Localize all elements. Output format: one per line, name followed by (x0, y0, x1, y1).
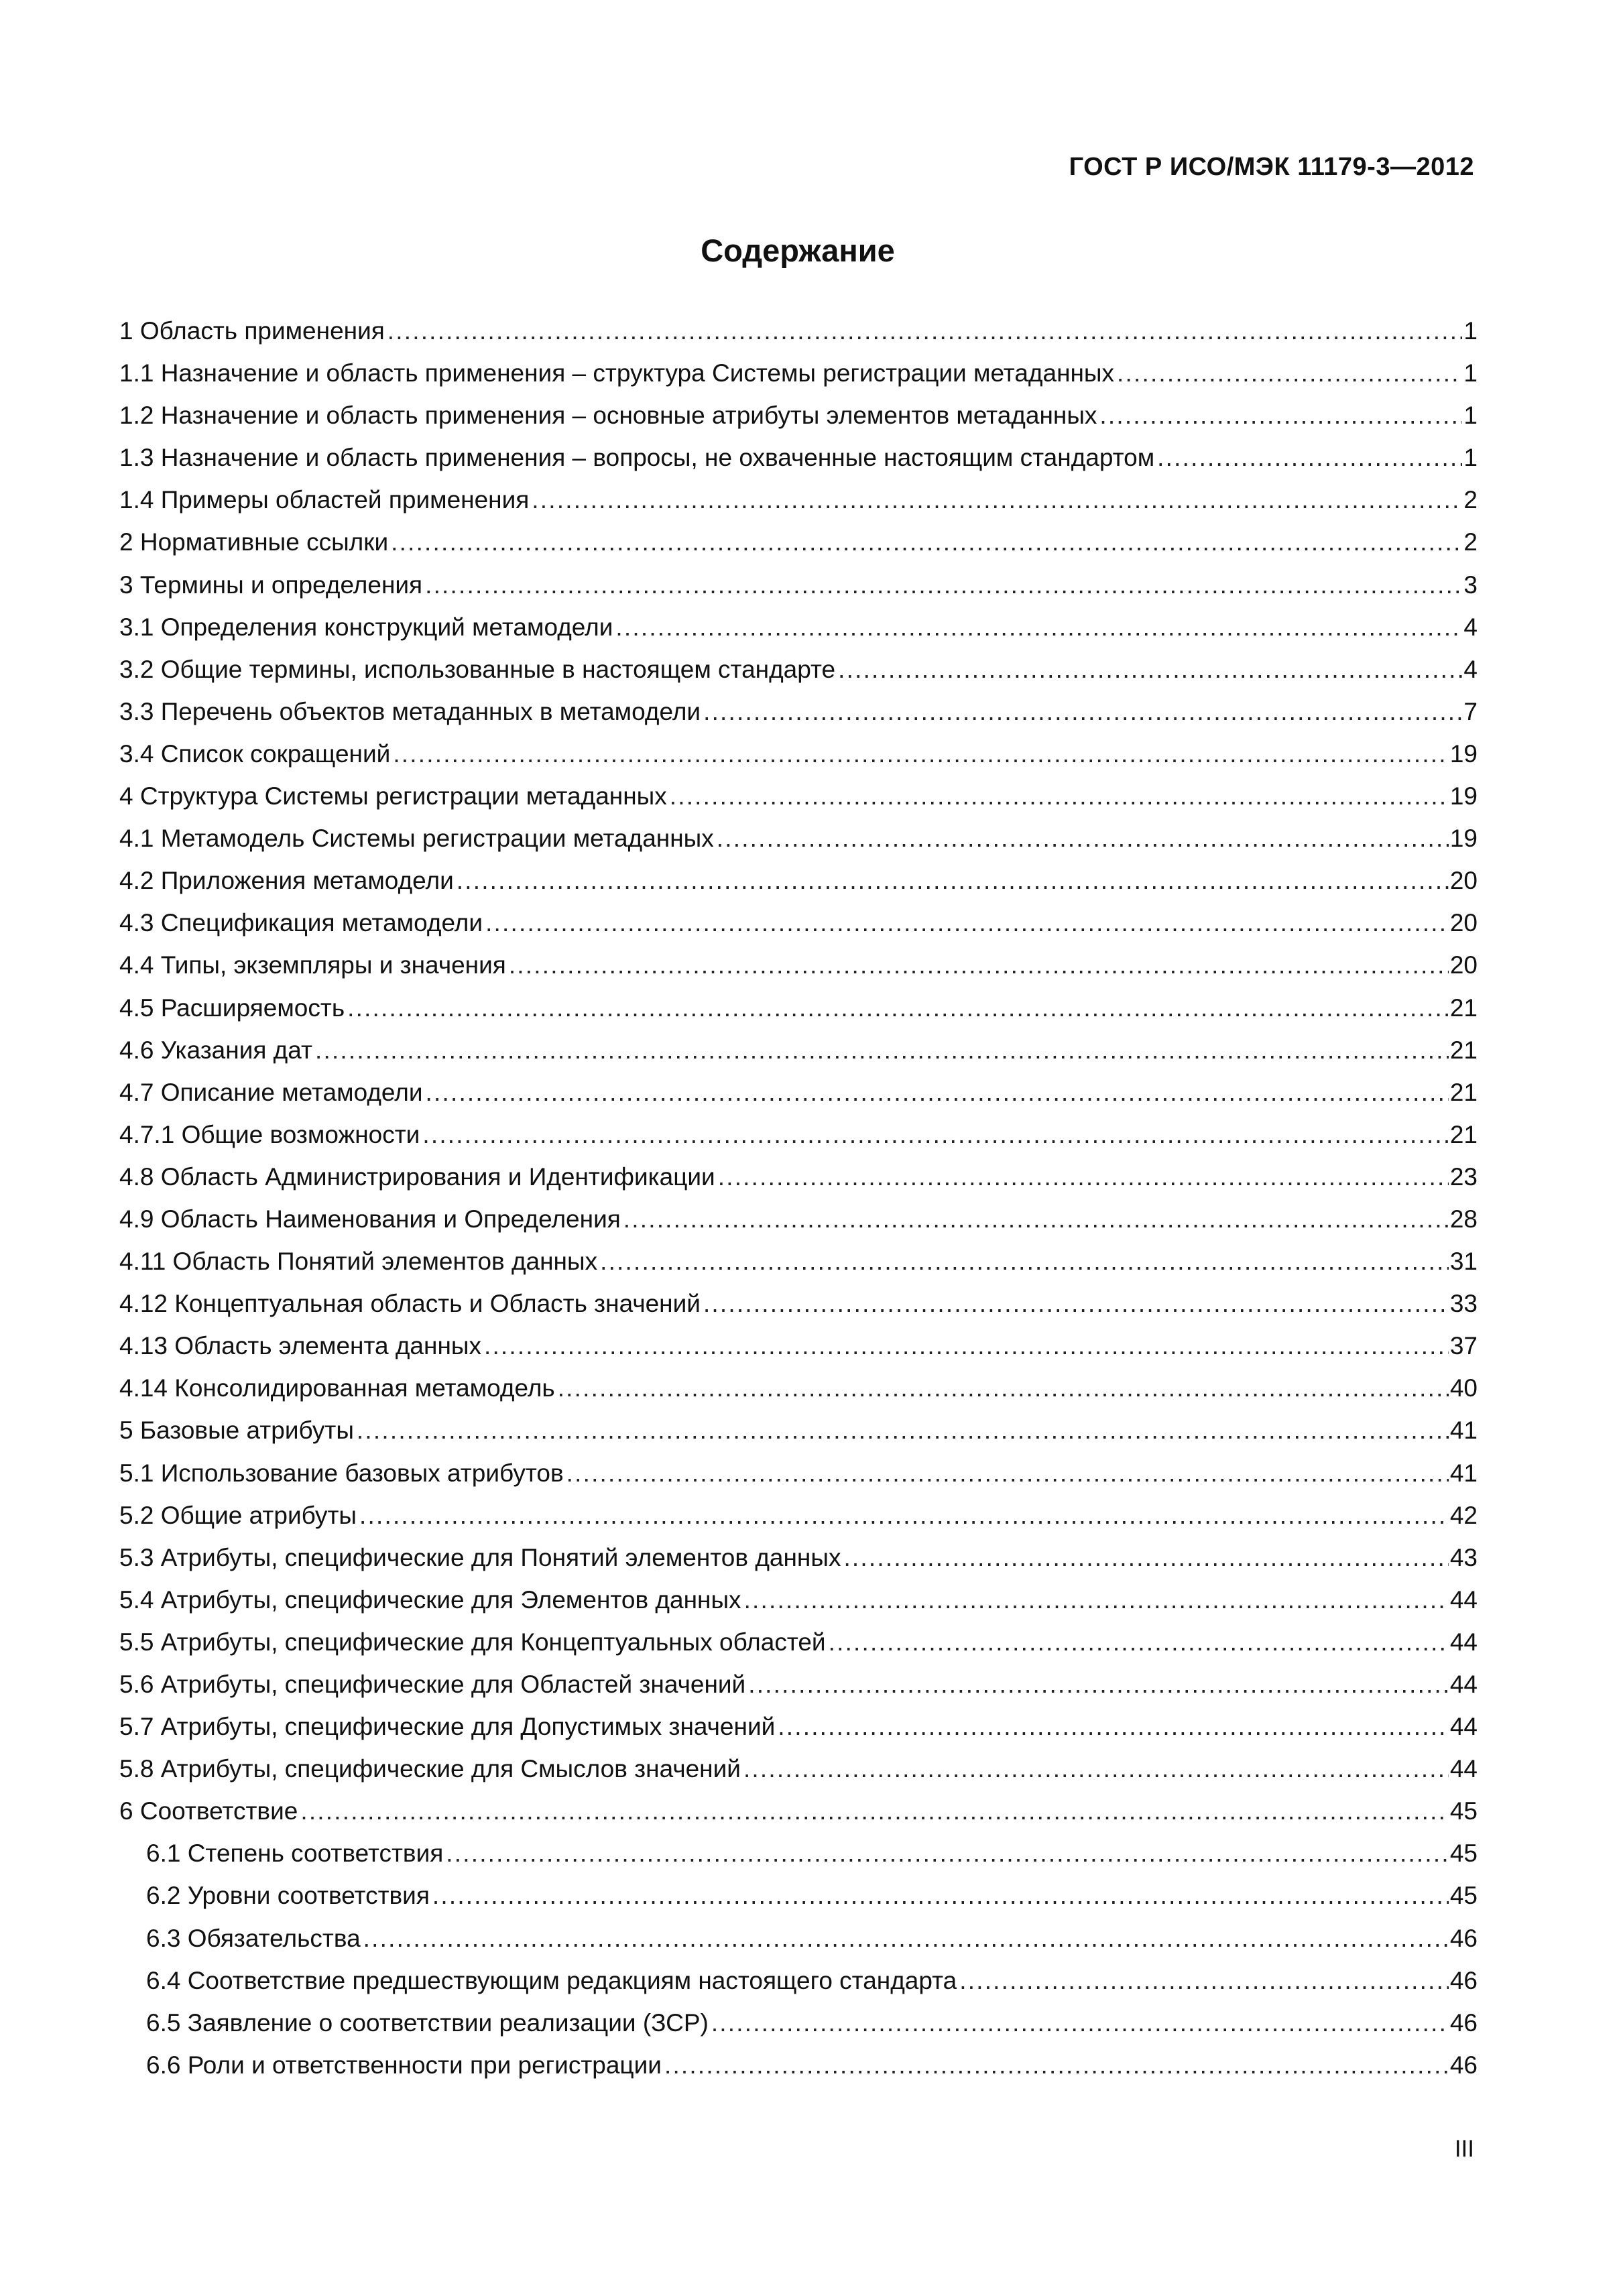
toc-entry[interactable] (119, 1071, 1478, 1113)
toc-dot-leader (359, 1494, 1449, 1536)
toc-entry[interactable] (119, 1113, 1478, 1156)
toc-entry-page: 33 (1449, 1290, 1478, 1318)
toc-entry[interactable] (119, 564, 1478, 606)
page-title: Содержание (701, 233, 895, 268)
toc-entry-page: 41 (1449, 1459, 1478, 1487)
toc-entry-page: 1 (1463, 402, 1478, 430)
toc-entry-page: 20 (1449, 867, 1478, 895)
toc-entry-title: 1.3 Назначение и область применения – вопросы, не охваченные настоящим стандартом (119, 444, 1155, 472)
toc-dot-leader (485, 902, 1449, 944)
toc-entry-page: 44 (1449, 1671, 1478, 1698)
toc-dot-leader (959, 1959, 1449, 2002)
toc-dot-leader (1117, 352, 1462, 394)
toc-entry[interactable] (119, 479, 1478, 521)
toc-dot-leader (670, 775, 1449, 817)
toc-entry[interactable] (119, 775, 1478, 817)
toc-dot-leader (558, 1367, 1449, 1409)
toc-dot-leader (300, 1790, 1449, 1832)
toc-dot-leader (484, 1325, 1449, 1367)
toc-entry-page: 41 (1449, 1416, 1478, 1445)
toc-entry-title: 4.7 Описание метамодели (119, 1078, 423, 1106)
toc-dot-leader (532, 479, 1462, 521)
toc-entry-title: 4.12 Концептуальная область и Область значений (119, 1290, 701, 1318)
toc-entry-page: 20 (1449, 951, 1478, 979)
toc-dot-leader (509, 944, 1449, 986)
toc-entry-page: 46 (1449, 1966, 1478, 1994)
toc-entry[interactable] (119, 1790, 1478, 1832)
toc-entry-page: 19 (1449, 825, 1478, 853)
toc-entry-title: 3.1 Определения конструкций метамодели (119, 613, 613, 641)
toc-entry[interactable] (119, 987, 1478, 1029)
toc-entry[interactable] (119, 1282, 1478, 1325)
toc-dot-leader (838, 648, 1462, 690)
toc-dot-leader (432, 1874, 1449, 1917)
toc-dot-leader (363, 1917, 1449, 1959)
toc-entry[interactable] (119, 1409, 1478, 1451)
toc-dot-leader (623, 1198, 1449, 1240)
toc-entry-title: 5.4 Атрибуты, специфические для Элементов данных (119, 1585, 741, 1614)
toc-entry-title: 6.3 Обязательства (146, 1924, 361, 1952)
toc-entry-page: 31 (1449, 1248, 1478, 1276)
toc-dot-leader (391, 521, 1462, 563)
toc-dot-leader (718, 1156, 1449, 1198)
toc-entry[interactable] (119, 944, 1478, 986)
toc-dot-leader (711, 2002, 1449, 2044)
toc-entry-page: 42 (1449, 1501, 1478, 1529)
toc-dot-leader (457, 859, 1449, 902)
toc-entry[interactable] (119, 690, 1478, 733)
toc-entry[interactable] (119, 352, 1478, 394)
toc-dot-leader (744, 1579, 1449, 1621)
toc-entry[interactable] (119, 1959, 1478, 2002)
toc-dot-leader (600, 1240, 1449, 1282)
toc-entry-title: 3.4 Список сокращений (119, 739, 391, 768)
toc-entry[interactable] (119, 1156, 1478, 1198)
toc-entry[interactable] (119, 1367, 1478, 1409)
toc-entry-page: 28 (1449, 1205, 1478, 1233)
toc-dot-leader (717, 817, 1449, 859)
toc-entry-title: 4.2 Приложения метамодели (119, 867, 454, 895)
toc-entry-title: 5.1 Использование базовых атрибутов (119, 1459, 564, 1487)
toc-entry[interactable] (119, 606, 1478, 648)
toc-entry-title: 5.6 Атрибуты, специфические для Областей значений (119, 1671, 746, 1698)
toc-dot-leader (778, 1705, 1449, 1748)
toc-entry[interactable] (119, 1240, 1478, 1282)
toc-dot-leader (387, 310, 1463, 352)
toc-entry-title: 4.4 Типы, экземпляры и значения (119, 951, 506, 979)
toc-entry-page: 2 (1463, 528, 1478, 556)
toc-dot-leader (566, 1452, 1449, 1494)
toc-entry-page: 46 (1449, 2051, 1478, 2079)
toc-entry-page: 3 (1463, 570, 1478, 599)
toc-entry-title: 6.1 Степень соответствия (146, 1839, 444, 1868)
toc-entry[interactable] (119, 2044, 1478, 2086)
toc-entry-title: 4.3 Спецификация метамодели (119, 909, 483, 937)
toc-dot-leader (829, 1621, 1449, 1663)
toc-entry-page: 21 (1449, 993, 1478, 1022)
toc-entry[interactable] (119, 1917, 1478, 1959)
toc-dot-leader (393, 733, 1449, 775)
table-of-contents (119, 310, 1478, 2086)
toc-entry[interactable] (119, 1874, 1478, 1917)
toc-entry-title: 5 Базовые атрибуты (119, 1416, 354, 1445)
toc-entry-page: 21 (1449, 1120, 1478, 1148)
toc-entry-title: 5.5 Атрибуты, специфические для Концептуальных областей (119, 1628, 826, 1656)
toc-entry[interactable] (119, 1705, 1478, 1748)
toc-entry-page: 23 (1449, 1162, 1478, 1191)
toc-entry-title: 5.7 Атрибуты, специфические для Допустимых значений (119, 1713, 776, 1741)
toc-entry-page: 1 (1463, 444, 1478, 472)
toc-entry[interactable] (119, 1029, 1478, 1071)
toc-entry-page: 44 (1449, 1713, 1478, 1741)
toc-entry-page: 37 (1449, 1332, 1478, 1360)
toc-dot-leader (357, 1409, 1449, 1451)
toc-entry-page: 21 (1449, 1036, 1478, 1064)
toc-entry-title: 1 Область применения (119, 317, 385, 345)
toc-entry-title: 4.9 Область Наименования и Определения (119, 1205, 621, 1233)
toc-entry-title: 1.2 Назначение и область применения – основные атрибуты элементов метаданных (119, 402, 1097, 430)
toc-entry-title: 1.4 Примеры областей применения (119, 486, 530, 514)
toc-entry-title: 4.5 Расширяемость (119, 993, 345, 1022)
toc-entry[interactable] (119, 817, 1478, 859)
toc-entry-page: 44 (1449, 1628, 1478, 1656)
toc-entry-page: 44 (1449, 1585, 1478, 1614)
toc-dot-leader (1099, 394, 1462, 436)
toc-entry-title: 5.3 Атрибуты, специфические для Понятий элементов данных (119, 1543, 841, 1571)
toc-entry-page: 19 (1449, 739, 1478, 768)
toc-dot-leader (748, 1663, 1449, 1705)
toc-entry-page: 45 (1449, 1797, 1478, 1825)
toc-entry[interactable] (119, 394, 1478, 436)
toc-entry-title: 6.6 Роли и ответственности при регистрации (146, 2051, 662, 2079)
toc-entry-title: 6 Соответствие (119, 1797, 298, 1825)
toc-entry-page: 46 (1449, 1924, 1478, 1952)
toc-entry-title: 4.14 Консолидированная метамодель (119, 1374, 555, 1402)
toc-dot-leader (743, 1748, 1449, 1790)
toc-dot-leader (422, 1113, 1448, 1156)
toc-entry-title: 4.6 Указания дат (119, 1036, 312, 1064)
toc-dot-leader (315, 1029, 1449, 1071)
toc-dot-leader (843, 1536, 1448, 1579)
toc-entry-page: 4 (1463, 655, 1478, 683)
toc-entry-title: 4.11 Область Понятий элементов данных (119, 1248, 598, 1276)
toc-entry-page: 44 (1449, 1755, 1478, 1783)
toc-entry-page: 2 (1463, 486, 1478, 514)
toc-dot-leader (426, 1071, 1449, 1113)
toc-entry[interactable] (119, 1832, 1478, 1874)
toc-entry[interactable] (119, 1536, 1478, 1579)
toc-entry-page: 1 (1463, 359, 1478, 387)
toc-entry-page: 4 (1463, 613, 1478, 641)
toc-dot-leader (1157, 436, 1462, 479)
toc-entry[interactable] (119, 2002, 1478, 2044)
toc-entry[interactable] (119, 1663, 1478, 1705)
toc-entry-title: 5.2 Общие атрибуты (119, 1501, 357, 1529)
toc-entry-page: 40 (1449, 1374, 1478, 1402)
toc-entry-title: 4.13 Область элемента данных (119, 1332, 481, 1360)
toc-entry[interactable] (119, 1579, 1478, 1621)
toc-entry-page: 19 (1449, 782, 1478, 810)
toc-entry-page: 7 (1463, 697, 1478, 725)
toc-entry-page: 21 (1449, 1078, 1478, 1106)
toc-entry[interactable] (119, 859, 1478, 902)
toc-entry[interactable] (119, 1621, 1478, 1663)
toc-entry-title: 4 Структура Системы регистрации метаданных (119, 782, 667, 810)
toc-entry-page: 45 (1449, 1882, 1478, 1910)
toc-entry-title: 3.3 Перечень объектов метаданных в метамодели (119, 697, 701, 725)
toc-entry-title: 6.2 Уровни соответствия (146, 1882, 430, 1910)
toc-entry-title: 4.8 Область Администрирования и Идентификации (119, 1162, 715, 1191)
toc-entry-page: 46 (1449, 2008, 1478, 2037)
toc-entry[interactable] (119, 733, 1478, 775)
toc-entry[interactable] (119, 1325, 1478, 1367)
toc-entry-title: 5.8 Атрибуты, специфические для Смыслов значений (119, 1755, 741, 1783)
document-code: ГОСТ Р ИСО/МЭК 11179-3—2012 (1069, 153, 1474, 181)
toc-entry-title: 4.7.1 Общие возможности (119, 1120, 420, 1148)
toc-entry-title: 3.2 Общие термины, использованные в настоящем стандарте (119, 655, 836, 683)
toc-entry-page: 45 (1449, 1839, 1478, 1868)
toc-entry-title: 6.4 Соответствие предшествующим редакциям настоящего стандарта (146, 1966, 957, 1994)
toc-dot-leader (615, 606, 1462, 648)
toc-entry[interactable] (119, 310, 1478, 352)
toc-entry-title: 2 Нормативные ссылки (119, 528, 389, 556)
toc-entry-page: 1 (1463, 317, 1478, 345)
toc-dot-leader (664, 2044, 1449, 2086)
toc-entry[interactable] (119, 648, 1478, 690)
toc-entry[interactable] (119, 1494, 1478, 1536)
toc-entry[interactable] (119, 1198, 1478, 1240)
page-number: III (1454, 2136, 1474, 2162)
toc-entry-title: 4.1 Метамодель Системы регистрации метаданных (119, 825, 714, 853)
toc-dot-leader (347, 987, 1449, 1029)
toc-dot-leader (425, 564, 1462, 606)
toc-entry-title: 3 Термины и определения (119, 570, 423, 599)
toc-entry[interactable] (119, 521, 1478, 563)
toc-entry[interactable] (119, 1452, 1478, 1494)
toc-entry-title: 1.1 Назначение и область применения – структура Системы регистрации метаданных (119, 359, 1115, 387)
toc-entry[interactable] (119, 1748, 1478, 1790)
toc-dot-leader (703, 690, 1462, 733)
toc-entry-page: 20 (1449, 909, 1478, 937)
toc-entry[interactable] (119, 436, 1478, 479)
toc-dot-leader (703, 1282, 1449, 1325)
toc-entry-title: 6.5 Заявление о соответствии реализации (ЗСР) (146, 2008, 709, 2037)
toc-entry[interactable] (119, 902, 1478, 944)
toc-dot-leader (446, 1832, 1449, 1874)
toc-entry-page: 43 (1449, 1543, 1478, 1571)
